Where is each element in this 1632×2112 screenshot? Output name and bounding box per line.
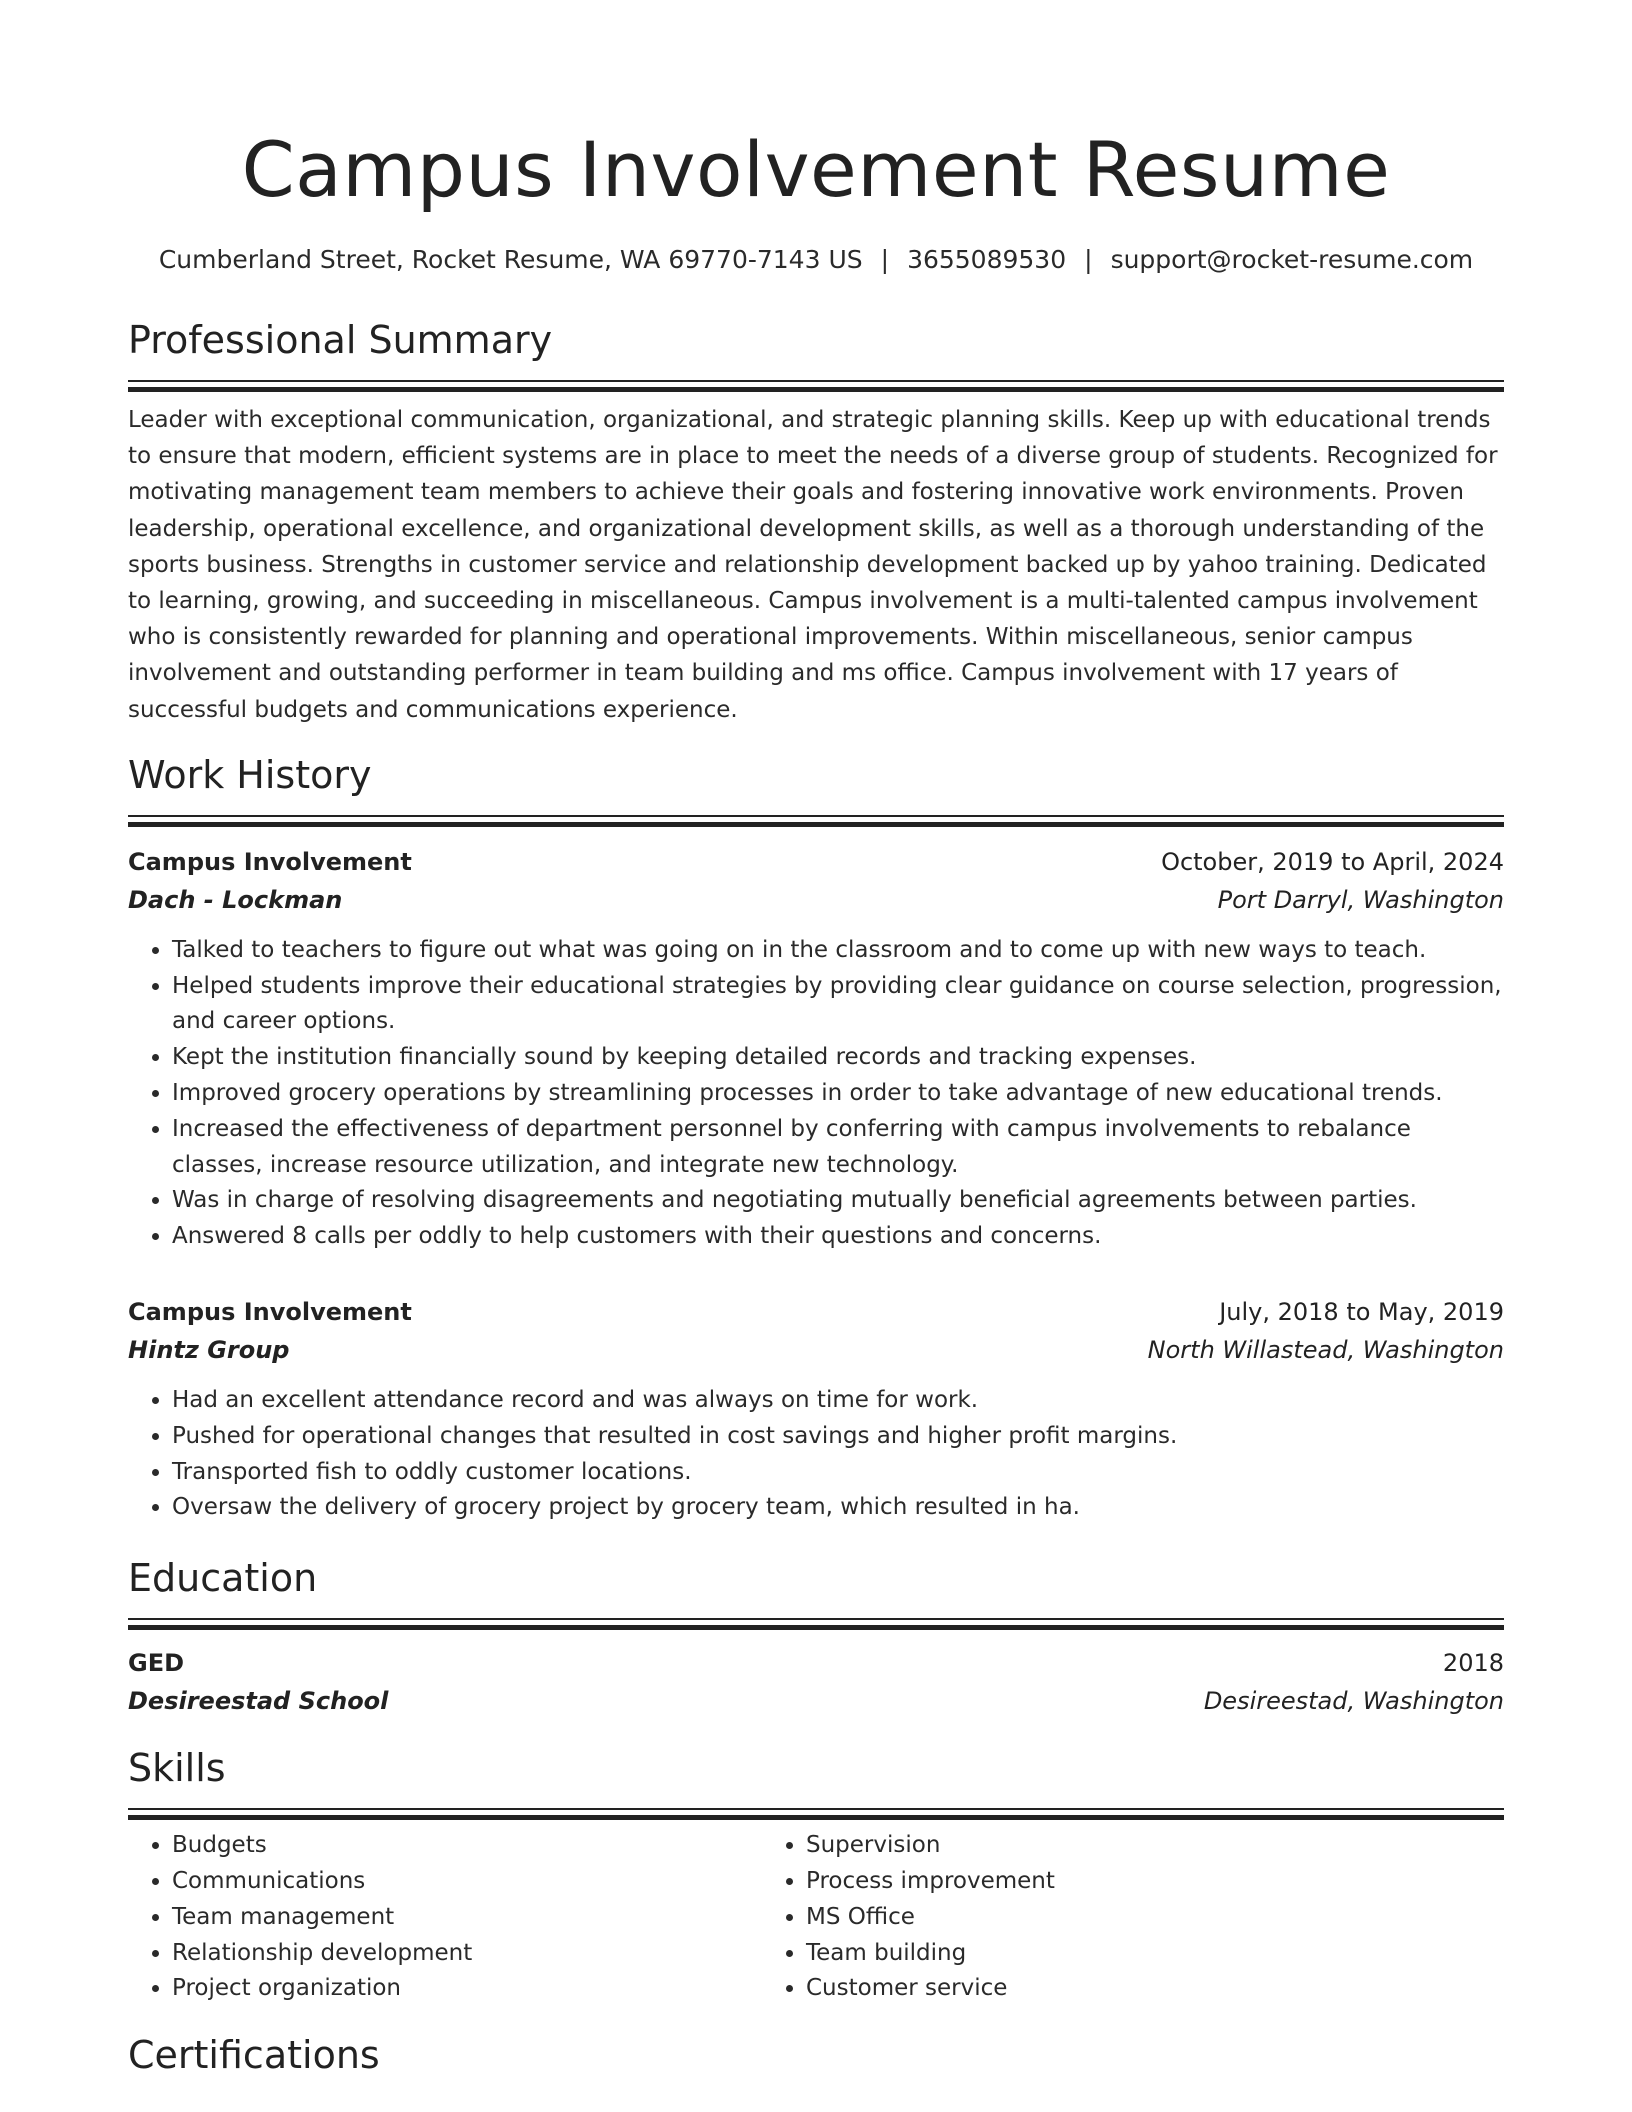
job-title: Campus Involvement	[128, 847, 412, 876]
section-title-summary: Professional Summary	[128, 318, 553, 362]
contact-phone: 3655089530	[907, 245, 1067, 274]
job-dates: July, 2018 to May, 2019	[1219, 1298, 1504, 1326]
job-bullet: • Oversaw the delivery of grocery project by grocery team, which resulted in ha.	[172, 1490, 1504, 1526]
skills-section	[128, 1744, 1504, 2007]
job-bullet: • Was in charge of resolving disagreements and negotiating mutually beneficial agreements between parties.	[172, 1183, 1504, 1219]
job-entry	[128, 843, 1504, 1255]
section-divider	[128, 1618, 1504, 1630]
skills-columns	[128, 1828, 1504, 2007]
section-divider	[128, 1808, 1504, 1820]
job-bullet: • Helped students improve their educational strategies by providing clear guidance on course selection, progression, and career options.	[172, 969, 1504, 1041]
education-degree: GED	[128, 1649, 185, 1678]
contact-separator: |	[880, 245, 890, 274]
skill-item: • MS Office	[806, 1900, 1396, 1936]
job-company: Dach - Lockman	[128, 885, 343, 914]
skill-item: • Team management	[172, 1900, 762, 1936]
education-location: Desireestad, Washington	[1203, 1687, 1504, 1716]
contact-line	[128, 244, 1504, 276]
summary-text: Leader with exceptional communication, organizational, and strategic planning skills. Keep up with educational trends to ensure that modern, efficient systems are in place to meet the needs of a diverse group of students. Recognized for motivating management team members to achieve their goals and fostering innovative work environments. Proven leadership, operational excellence, and organizational development skills, as well as a thorough understanding of the sports business. Strengths in customer service and relationship development backed up by yahoo training. Dedicated to learning, growing, and succeeding in miscellaneous. Campus involvement is a multi-talented campus involvement who is consistently rewarded for planning and operational improvements. Within miscellaneous, senior campus involvement and outstanding performer in team building and ms office. Campus involvement with 17 years of successful budgets and communications experience.	[128, 407, 1498, 723]
summary-section	[128, 316, 1504, 728]
job-bullet: • Pushed for operational changes that resulted in cost savings and higher profit margins.	[172, 1419, 1504, 1455]
contact-separator: |	[1084, 245, 1093, 274]
job-bullet: • Transported fish to oddly customer locations.	[172, 1455, 1504, 1491]
skills-list-left	[128, 1828, 762, 2007]
job-location: North Willastead, Washington	[1147, 1336, 1504, 1364]
job-dates: October, 2019 to April, 2024	[1161, 847, 1504, 876]
skill-item: • Process improvement	[806, 1864, 1396, 1900]
section-title-education: Education	[128, 1556, 318, 1601]
job-title: Campus Involvement	[128, 1298, 412, 1326]
certifications-section	[128, 2031, 1504, 2079]
section-title-certifications: Certifications	[128, 2033, 380, 2078]
section-divider	[128, 380, 1504, 392]
contact-address: Cumberland Street, Rocket Resume, WA 69770-7143 US	[158, 245, 863, 274]
education-year: 2018	[1442, 1649, 1504, 1678]
education-entry	[128, 1644, 1504, 1720]
section-title-skills: Skills	[128, 1746, 226, 1791]
education-section	[128, 1554, 1504, 1720]
skills-list-right	[762, 1828, 1396, 2007]
job-bullet: • Improved grocery operations by streamlining processes in order to take advantage of new educational trends.	[172, 1076, 1504, 1112]
skill-item: • Supervision	[806, 1828, 1396, 1864]
skill-item: • Team building	[806, 1936, 1396, 1972]
job-bullet: • Talked to teachers to figure out what was going on in the classroom and to come up with new ways to teach.	[172, 933, 1504, 969]
job-bullets	[128, 1383, 1504, 1526]
job-entry	[128, 1293, 1504, 1526]
job-bullets	[128, 933, 1504, 1255]
skill-item: • Customer service	[806, 1971, 1396, 2007]
education-school: Desireestad School	[128, 1687, 389, 1716]
work-history-section	[128, 751, 1504, 1526]
skill-item: • Relationship development	[172, 1936, 762, 1972]
skill-item: • Project organization	[172, 1971, 762, 2007]
contact-email[interactable]: support@rocket-resume.com	[1110, 245, 1474, 274]
job-bullet: • Increased the effectiveness of department personnel by conferring with campus involvements to rebalance classes, increase resource utilization, and integrate new technology.	[172, 1112, 1504, 1184]
skill-item: • Communications	[172, 1864, 762, 1900]
job-bullet: • Kept the institution financially sound by keeping detailed records and tracking expenses.	[172, 1040, 1504, 1076]
section-divider	[128, 815, 1504, 827]
skill-item: • Budgets	[172, 1828, 762, 1864]
job-bullet: • Had an excellent attendance record and was always on time for work.	[172, 1383, 1504, 1419]
resume-name: Campus Involvement Resume	[241, 125, 1391, 214]
job-company: Hintz Group	[128, 1336, 290, 1364]
job-location: Port Darryl, Washington	[1217, 885, 1504, 914]
section-title-work: Work History	[128, 752, 372, 797]
job-bullet: • Answered 8 calls per oddly to help customers with their questions and concerns.	[172, 1219, 1504, 1255]
resume-page	[128, 0, 1504, 2079]
